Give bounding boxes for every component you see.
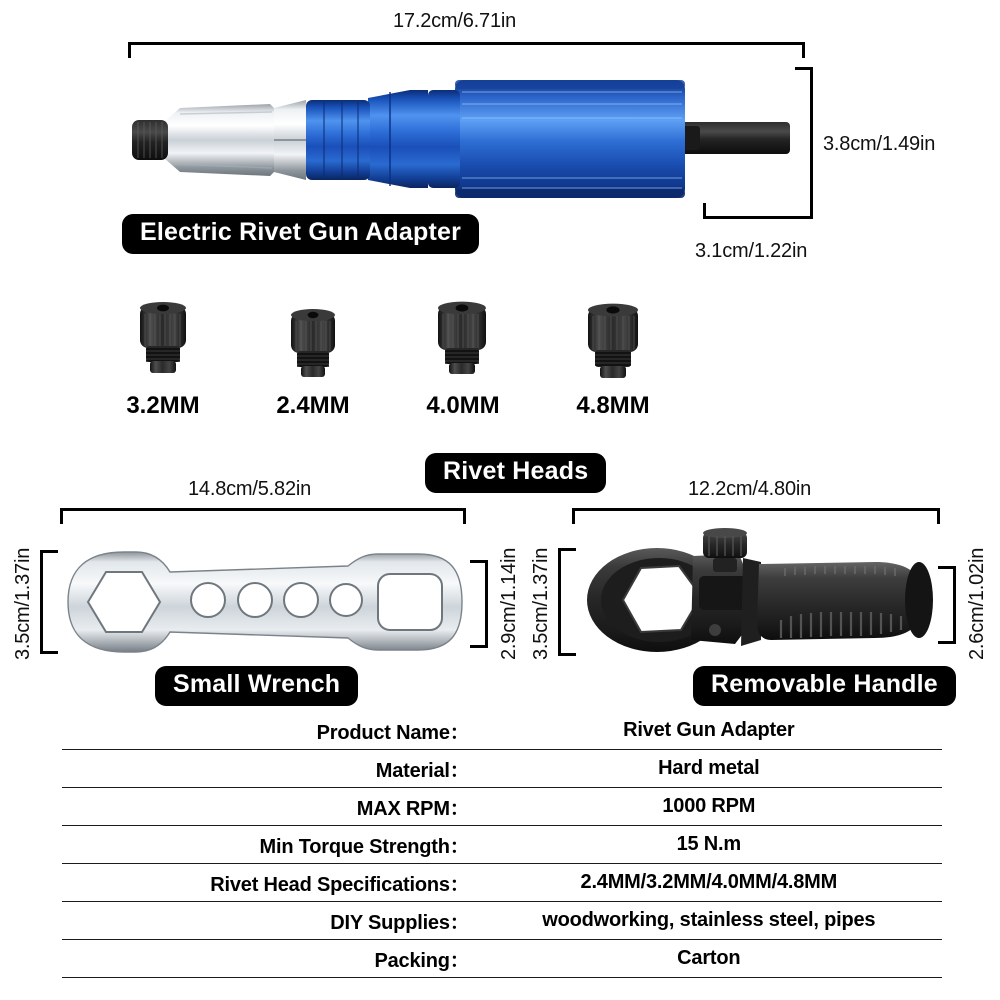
- wrench-right-height-dim-label: 2.9cm/1.14in: [498, 547, 520, 660]
- adapter-length-dim-label: 17.2cm/6.71in: [393, 10, 517, 32]
- wrench-left-height-dim-label: 3.5cm/1.37in: [12, 547, 34, 660]
- handle-length-bracket: [572, 508, 940, 524]
- adapter-badge: Electric Rivet Gun Adapter: [122, 214, 479, 254]
- handle-right-height-bracket: [938, 566, 956, 644]
- adapter-length-bracket: [128, 42, 805, 58]
- spec-key: Material：: [62, 750, 476, 788]
- spec-colon: ：: [449, 874, 470, 896]
- handle-left-height-dim-label: 3.5cm/1.37in: [530, 547, 552, 660]
- spec-value: woodworking, stainless steel, pipes: [476, 902, 942, 940]
- rivet-head-icon-2: [282, 305, 344, 383]
- wrench-length-dim-label: 14.8cm/5.82in: [188, 478, 312, 500]
- rivet-heads-badge: Rivet Heads: [425, 453, 606, 493]
- handle-left-height-bracket: [558, 548, 576, 656]
- spec-colon: ：: [449, 760, 470, 782]
- spec-colon: ：: [449, 722, 470, 744]
- spec-key: Product Name：: [62, 712, 476, 750]
- table-row: [62, 750, 942, 788]
- spec-key: Rivet Head Specifications：: [62, 864, 476, 902]
- spec-colon: ：: [449, 798, 470, 820]
- rivet-head-icon-3: [430, 298, 494, 378]
- spec-value: 1000 RPM: [476, 788, 942, 826]
- rivet-head-label-4: 4.8MM: [576, 392, 650, 419]
- specifications-table: [62, 712, 942, 978]
- table-row: [62, 788, 942, 826]
- rivet-head-label-3: 4.0MM: [426, 392, 500, 419]
- table-row: [62, 864, 942, 902]
- spec-colon: ：: [449, 950, 470, 972]
- spec-value: Carton: [476, 940, 942, 978]
- rivet-head-label-2: 2.4MM: [276, 392, 350, 419]
- handle-right-height-dim-label: 2.6cm/1.02in: [966, 547, 988, 660]
- table-row: [62, 902, 942, 940]
- spec-value: 2.4MM/3.2MM/4.0MM/4.8MM: [476, 864, 942, 902]
- adapter-illustration: [110, 60, 810, 220]
- spec-key: Packing：: [62, 940, 476, 978]
- table-row: [62, 826, 942, 864]
- handle-badge: Removable Handle: [693, 666, 956, 706]
- spec-key: Min Torque Strength：: [62, 826, 476, 864]
- spec-value: Hard metal: [476, 750, 942, 788]
- handle-length-dim-label: 12.2cm/4.80in: [688, 478, 812, 500]
- spec-colon: ：: [449, 836, 470, 858]
- adapter-shank-dim-label: 3.1cm/1.22in: [695, 240, 808, 262]
- rivet-head-icon-4: [580, 300, 646, 382]
- wrench-right-height-bracket: [470, 560, 488, 648]
- spec-colon: ：: [449, 912, 470, 934]
- handle-illustration: [575, 528, 940, 658]
- spec-key: DIY Supplies：: [62, 902, 476, 940]
- specifications-table-body: [62, 712, 942, 978]
- wrench-left-height-bracket: [40, 550, 58, 654]
- wrench-illustration: [58, 548, 468, 656]
- rivet-head-label-1: 3.2MM: [126, 392, 200, 419]
- wrench-badge: Small Wrench: [155, 666, 358, 706]
- spec-value: 15 N.m: [476, 826, 942, 864]
- rivet-head-icon-1: [132, 298, 194, 376]
- adapter-height-dim-label: 3.8cm/1.49in: [823, 133, 936, 155]
- spec-key: MAX RPM：: [62, 788, 476, 826]
- spec-value: Rivet Gun Adapter: [476, 712, 942, 750]
- table-row: [62, 712, 942, 750]
- wrench-length-bracket: [60, 508, 466, 524]
- table-row: [62, 940, 942, 978]
